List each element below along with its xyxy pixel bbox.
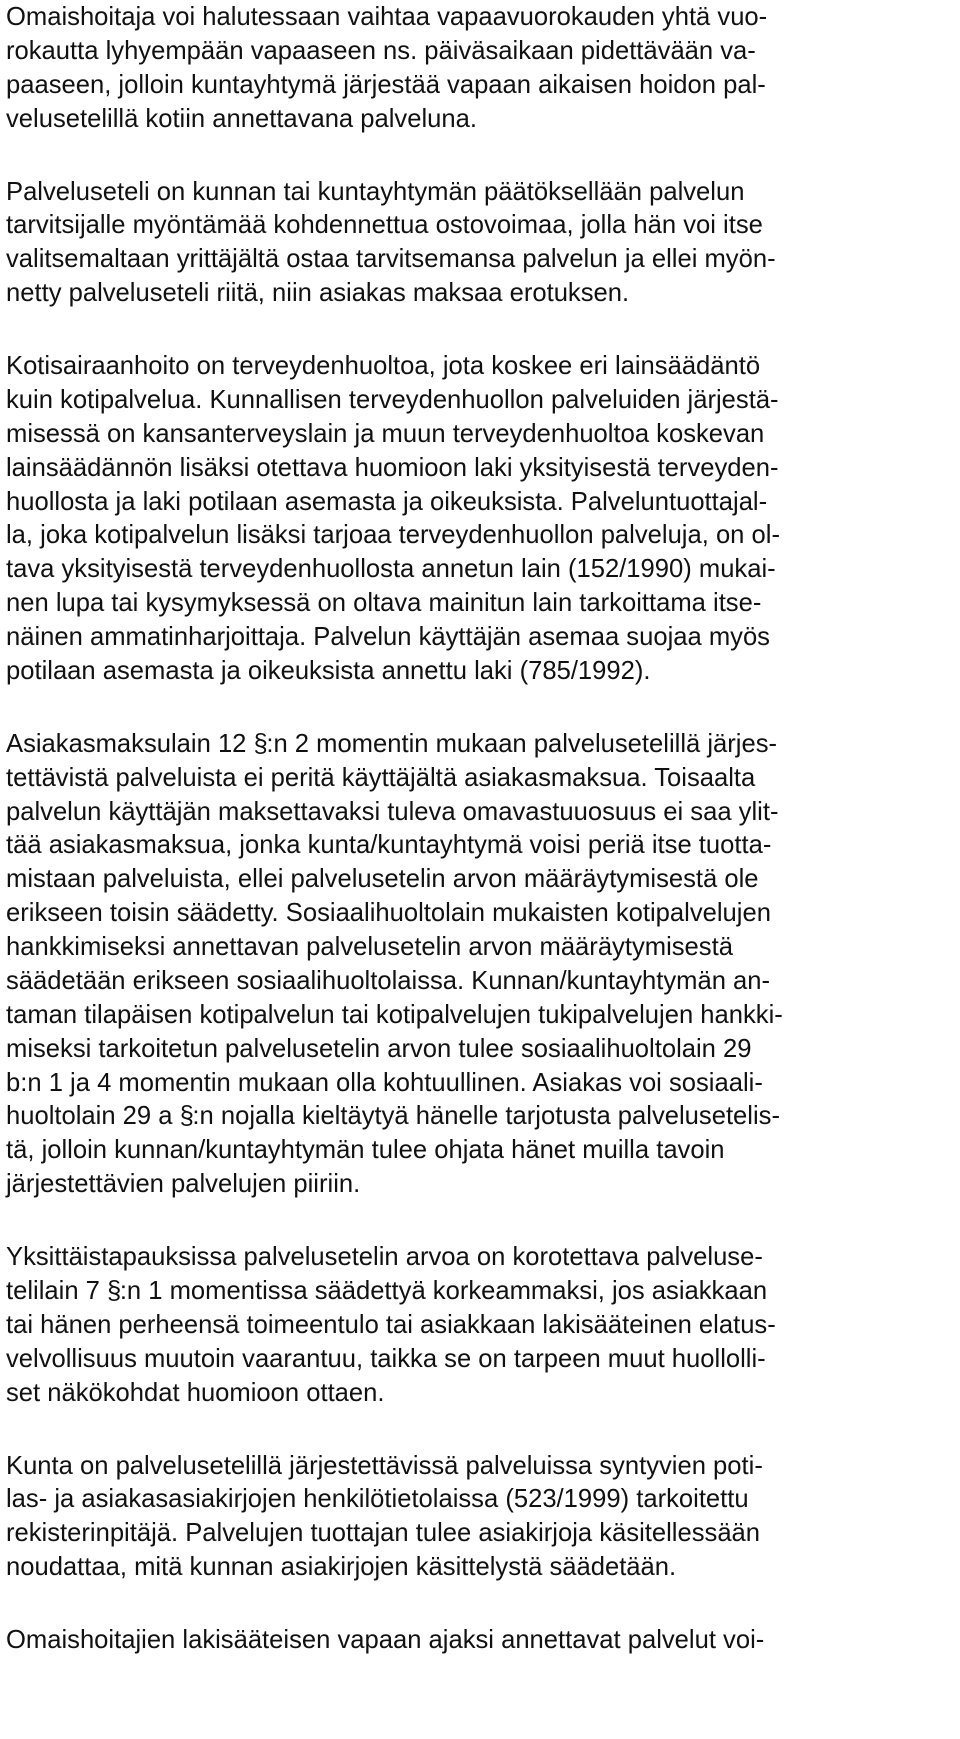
text-line: paaseen, jolloin kuntayhtymä järjestää vapaan aikaisen hoidon pal- [6,70,766,99]
text-line: huollosta ja laki potilaan asemasta ja oikeuksista. Palveluntuottajal- [6,487,768,516]
text-line: lainsäädännön lisäksi otettava huomioon laki yksityisestä terveyden- [6,453,779,482]
text-line: noudattaa, mitä kunnan asiakirjojen käsittelystä säädetään. [6,1553,677,1582]
text-line: Yksittäistapauksissa palvelusetelin arvoa on korotettava palveluse- [6,1243,763,1272]
text-fragment: telilain 7 [6,1276,108,1305]
text-line: Palveluseteli on kunnan tai kuntayhtymän päätöksellään palvelun [6,177,745,206]
text-line: Omaishoitaja voi halutessaan vaihtaa vapaavuorokauden yhtä vuo- [6,3,768,31]
text-line: näinen ammatinharjoittaja. Palvelun käyttäjän asemaa suojaa myös [6,623,770,652]
text-line: velusetelillä kotiin annettavana palveluna. [6,104,477,133]
text-line: taman tilapäisen kotipalvelun tai kotipalvelujen tukipalvelujen hankki- [6,1000,783,1029]
text-line: Kotisairaanhoito on terveydenhuoltoa, jota koskee eri lainsäädäntö [6,352,761,381]
text-line: nen lupa tai kysymyksessä on oltava mainitun lain tarkoittama itse- [6,589,762,618]
text-line: tää asiakasmaksua, jonka kunta/kuntayhtymä voisi periä itse tuotta- [6,831,772,860]
text-line: hankkimiseksi annettavan palvelusetelin arvon määräytymisestä [6,933,733,962]
text-line: netty palveluseteli riitä, niin asiakas maksaa erotuksen. [6,279,630,308]
text-line: tä, jolloin kunnan/kuntayhtymän tulee ohjata hänet muilla tavoin [6,1136,725,1165]
text-line: rekisterinpitäjä. Palvelujen tuottajan tulee asiakirjoja käsitellessään [6,1519,761,1548]
text-line: miseksi tarkoitetun palvelusetelin arvon tulee sosiaalihuoltolain 29 [6,1034,752,1063]
section-sign: § [179,1102,194,1131]
text-line: misessä on kansanterveyslain ja muun terveydenhuoltoa koskevan [6,419,765,448]
text-fragment: :n 1 momentissa säädettyä korkeammaksi, jos asiakkaan [119,1276,768,1305]
text-line: Omaishoitajien lakisääteisen vapaan ajaksi annettavat palvelut voi- [6,1626,765,1655]
text-line: tettävistä palveluista ei peritä käyttäjältä asiakasmaksua. Toisaalta [6,763,756,792]
text-fragment: huoltolain 29 a [6,1102,180,1131]
text-line: säädetään erikseen sosiaalihuoltolaissa. Kunnan/kuntayhtymän an- [6,966,771,995]
text-line: valitsemaltaan yrittäjältä ostaa tarvitsemansa palvelun ja ellei myön- [6,245,776,274]
text-fragment: Asiakasmaksulain 12 [6,729,254,758]
text-line [6,1276,768,1305]
text-line [6,729,778,758]
text-line: tai hänen perheensä toimeentulo tai asiakkaan lakisääteinen elatus- [6,1310,776,1339]
text-line: järjestettävien palvelujen piiriin. [6,1170,361,1199]
text-line [6,1104,780,1130]
text-line: tarvitsijalle myöntämää kohdennettua ostovoimaa, jolla hän voi itse [6,211,763,240]
text-line: la, joka kotipalvelun lisäksi tarjoaa terveydenhuollon palveluja, on ol- [6,521,780,550]
text-line: mistaan palveluista, ellei palvelusetelin arvon määräytymisestä ole [6,865,759,894]
text-fragment: :n nojalla kieltäytyä hänelle tarjotusta palvelusetelis- [192,1102,780,1131]
text-line: set näkökohdat huomioon ottaen. [6,1378,385,1407]
text-line: palvelun käyttäjän maksettavaksi tuleva omavastuuosuus ei saa ylit- [6,797,779,826]
text-line: kuin kotipalvelua. Kunnallisen terveydenhuollon palveluiden järjestä- [6,385,779,414]
text-line: erikseen toisin säädetty. Sosiaalihuoltolain mukaisten kotipalvelujen [6,899,771,928]
text-line: las- ja asiakasasiakirjojen henkilötietolaissa (523/1999) tarkoitettu [6,1485,749,1514]
text-line: tava yksityisestä terveydenhuollosta annetun lain (152/1990) mukai- [6,555,776,584]
text-line: Kunta on palvelusetelillä järjestettävissä palveluissa syntyvien poti- [6,1451,763,1480]
text-line: rokautta lyhyempään vapaaseen ns. päiväsaikaan pidettävään va- [6,36,756,65]
section-sign: § [253,729,268,758]
text-line: potilaan asemasta ja oikeuksista annettu laki (785/1992). [6,656,651,685]
section-sign: § [107,1276,122,1305]
text-fragment: :n 2 momentin mukaan palvelusetelillä järjes- [266,729,778,758]
text-line: velvollisuus muutoin vaarantuu, taikka se on tarpeen muut huollolli- [6,1344,766,1373]
text-line: b:n 1 ja 4 momentin mukaan olla kohtuullinen. Asiakas voi sosiaali- [6,1068,763,1097]
